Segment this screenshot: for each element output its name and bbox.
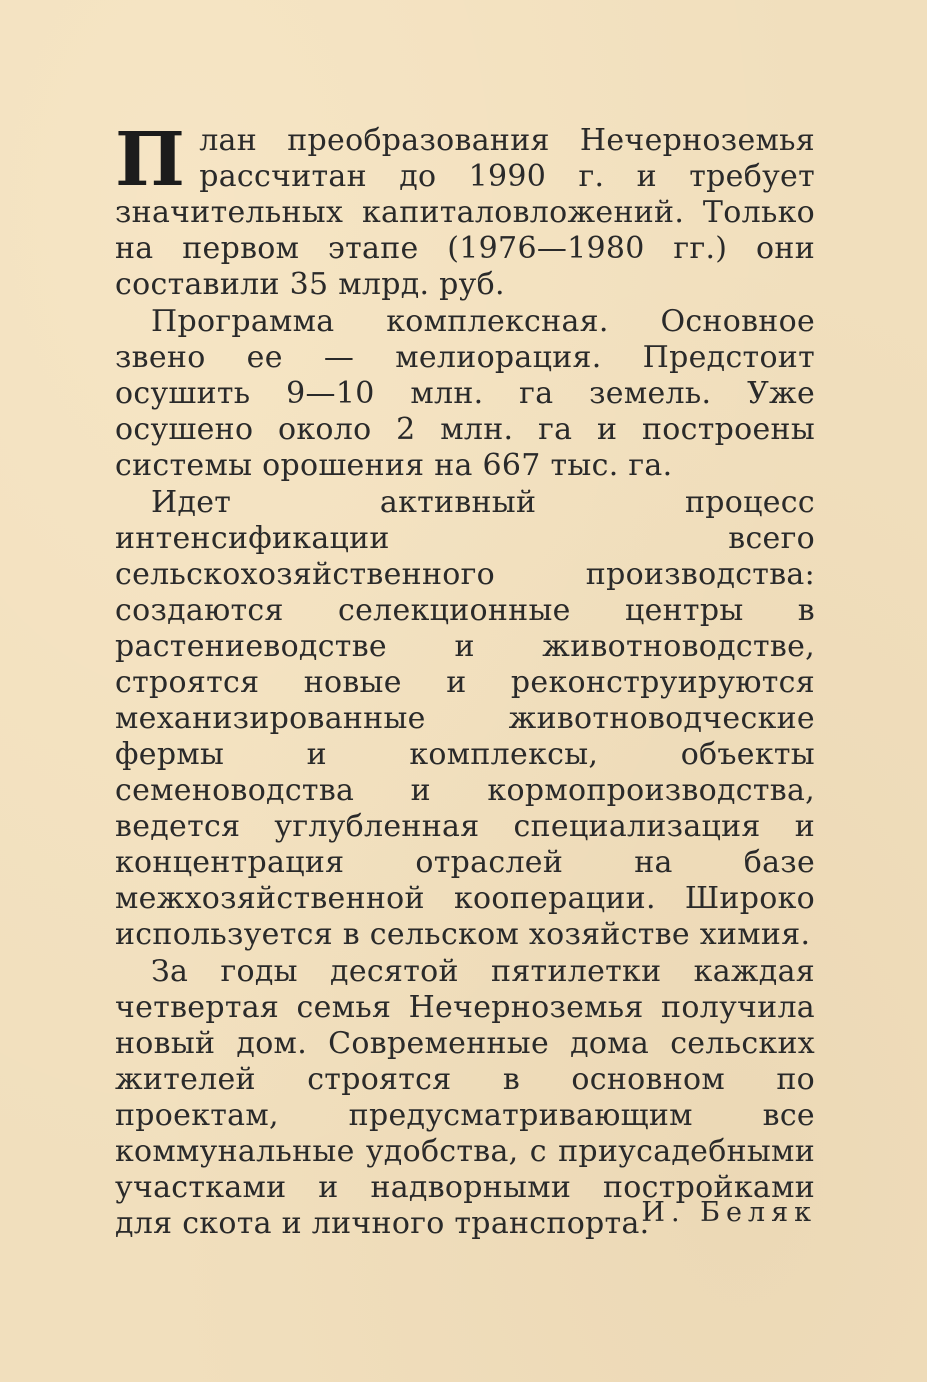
article-body [115, 117, 815, 1242]
paragraph-1 [115, 117, 815, 303]
paragraph-1-text: лан преобразования Нечерноземья рассчитан до 1990 г. и требует значительных капиталовложений. Только на первом этапе (1976—1980 гг.) они составили 35 млрд. руб. [115, 123, 815, 302]
author-signature: И. Беляк [641, 1197, 817, 1228]
paragraph-2: Программа комплексная. Основное звено ее — мелиорация. Предстоит осушить 9—10 млн. га земель. Уже осушено около 2 млн. га и построены системы орошения на 667 тыс. га. [115, 304, 815, 483]
drop-cap: П [115, 117, 186, 203]
paragraph-4: За годы десятой пятилетки каждая четвертая семья Нечерноземья получила новый дом. Современные дома сельских жителей строятся в основном по проектам, предусматривающим все коммунальные удобства, с приусадебными участками и надворными постройками для скота и личного транспорта. [115, 954, 815, 1241]
paragraph-3: Идет активный процесс интенсификации всего сельскохозяйственного производства: создаются селекционные центры в растениеводстве и животноводстве, строятся новые и реконструируются механизированные животноводческие фермы и комплексы, объекты семеноводства и кормопроизводства, ведется углубленная специализация и концентрация отраслей на базе межхозяйственной кооперации. Широко используется в сельском хозяйстве химия. [115, 485, 815, 952]
